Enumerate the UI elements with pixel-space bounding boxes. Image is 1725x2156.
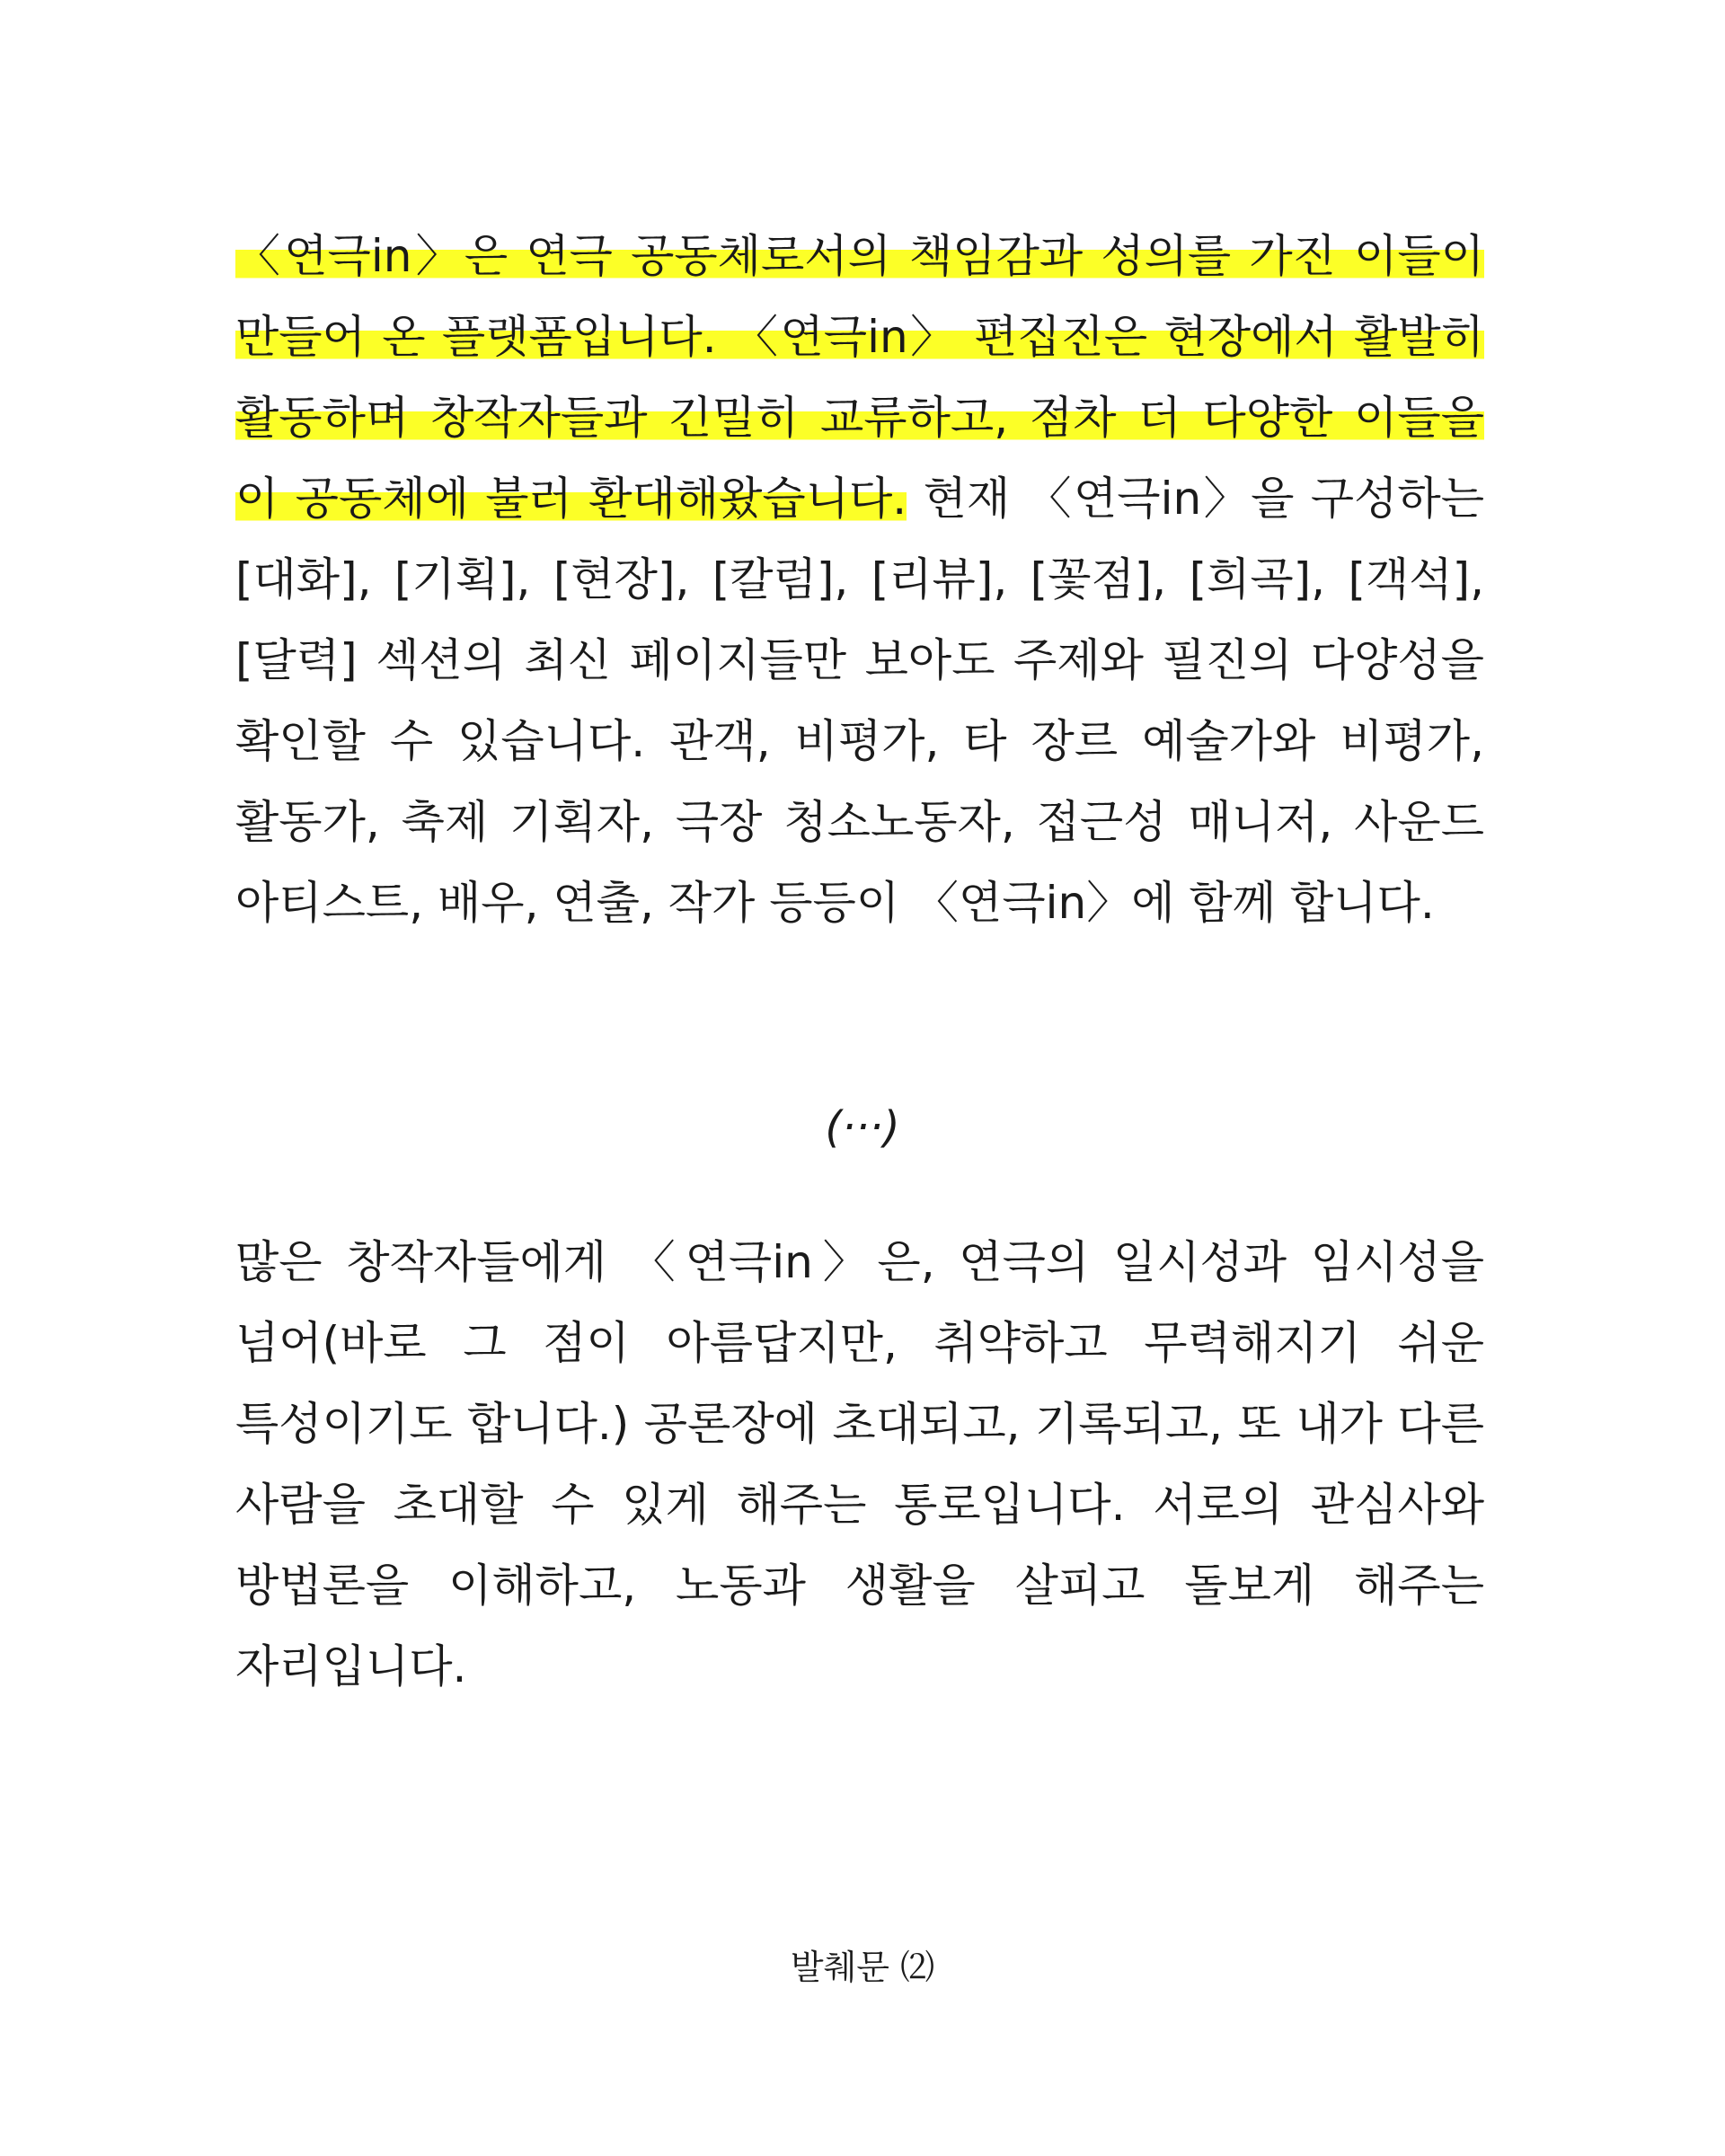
ellipsis-separator: (···) [825, 1102, 900, 1153]
page-footer-label: 발췌문 ⑵ [790, 1948, 935, 1987]
paragraph-1-rest: 현재 〈연극in〉을 구성하는 [대화], [기획], [현장], [칼럼], [리뷰], [꽃점], [희곡], [객석], [달력] 섹션의 최신 페이지들만 보아도 주제와 필진의 다양성을 확인할 수 있습니다. 관객, 비평가, 타 장르 예술가와 비평가, 활동가, 축제 기획자, 극장 청소노동자, 접근성 매니저, 사운드 아티스트, 배우, 연출, 작가 등등이 〈연극in〉에 함께 합니다. [235, 473, 1484, 929]
paragraph-1 [235, 216, 1484, 943]
paragraph-2: 많은 창작자들에게 〈연극in〉은, 연극의 일시성과 임시성을 넘어(바로 그 점이 아름답지만, 취약하고 무력해지기 쉬운 특성이기도 합니다.) 공론장에 초대되고, 기록되고, 또 내가 다른 사람을 초대할 수 있게 해주는 통로입니다. 서로의 관심사와 방법론을 이해하고, 노동과 생활을 살피고 돌보게 해주는 자리입니다. [235, 1236, 1484, 1692]
highlighted-text: 〈연극in〉은 연극 공동체로서의 책임감과 성의를 가진 이들이 만들어 온 플랫폼입니다. 〈연극in〉 편집진은 현장에서 활발히 활동하며 창작자들과 긴밀히 교류하고, 점차 더 다양한 이들을 이 공동체에 불러 환대해왔습니다. [235, 230, 1484, 525]
